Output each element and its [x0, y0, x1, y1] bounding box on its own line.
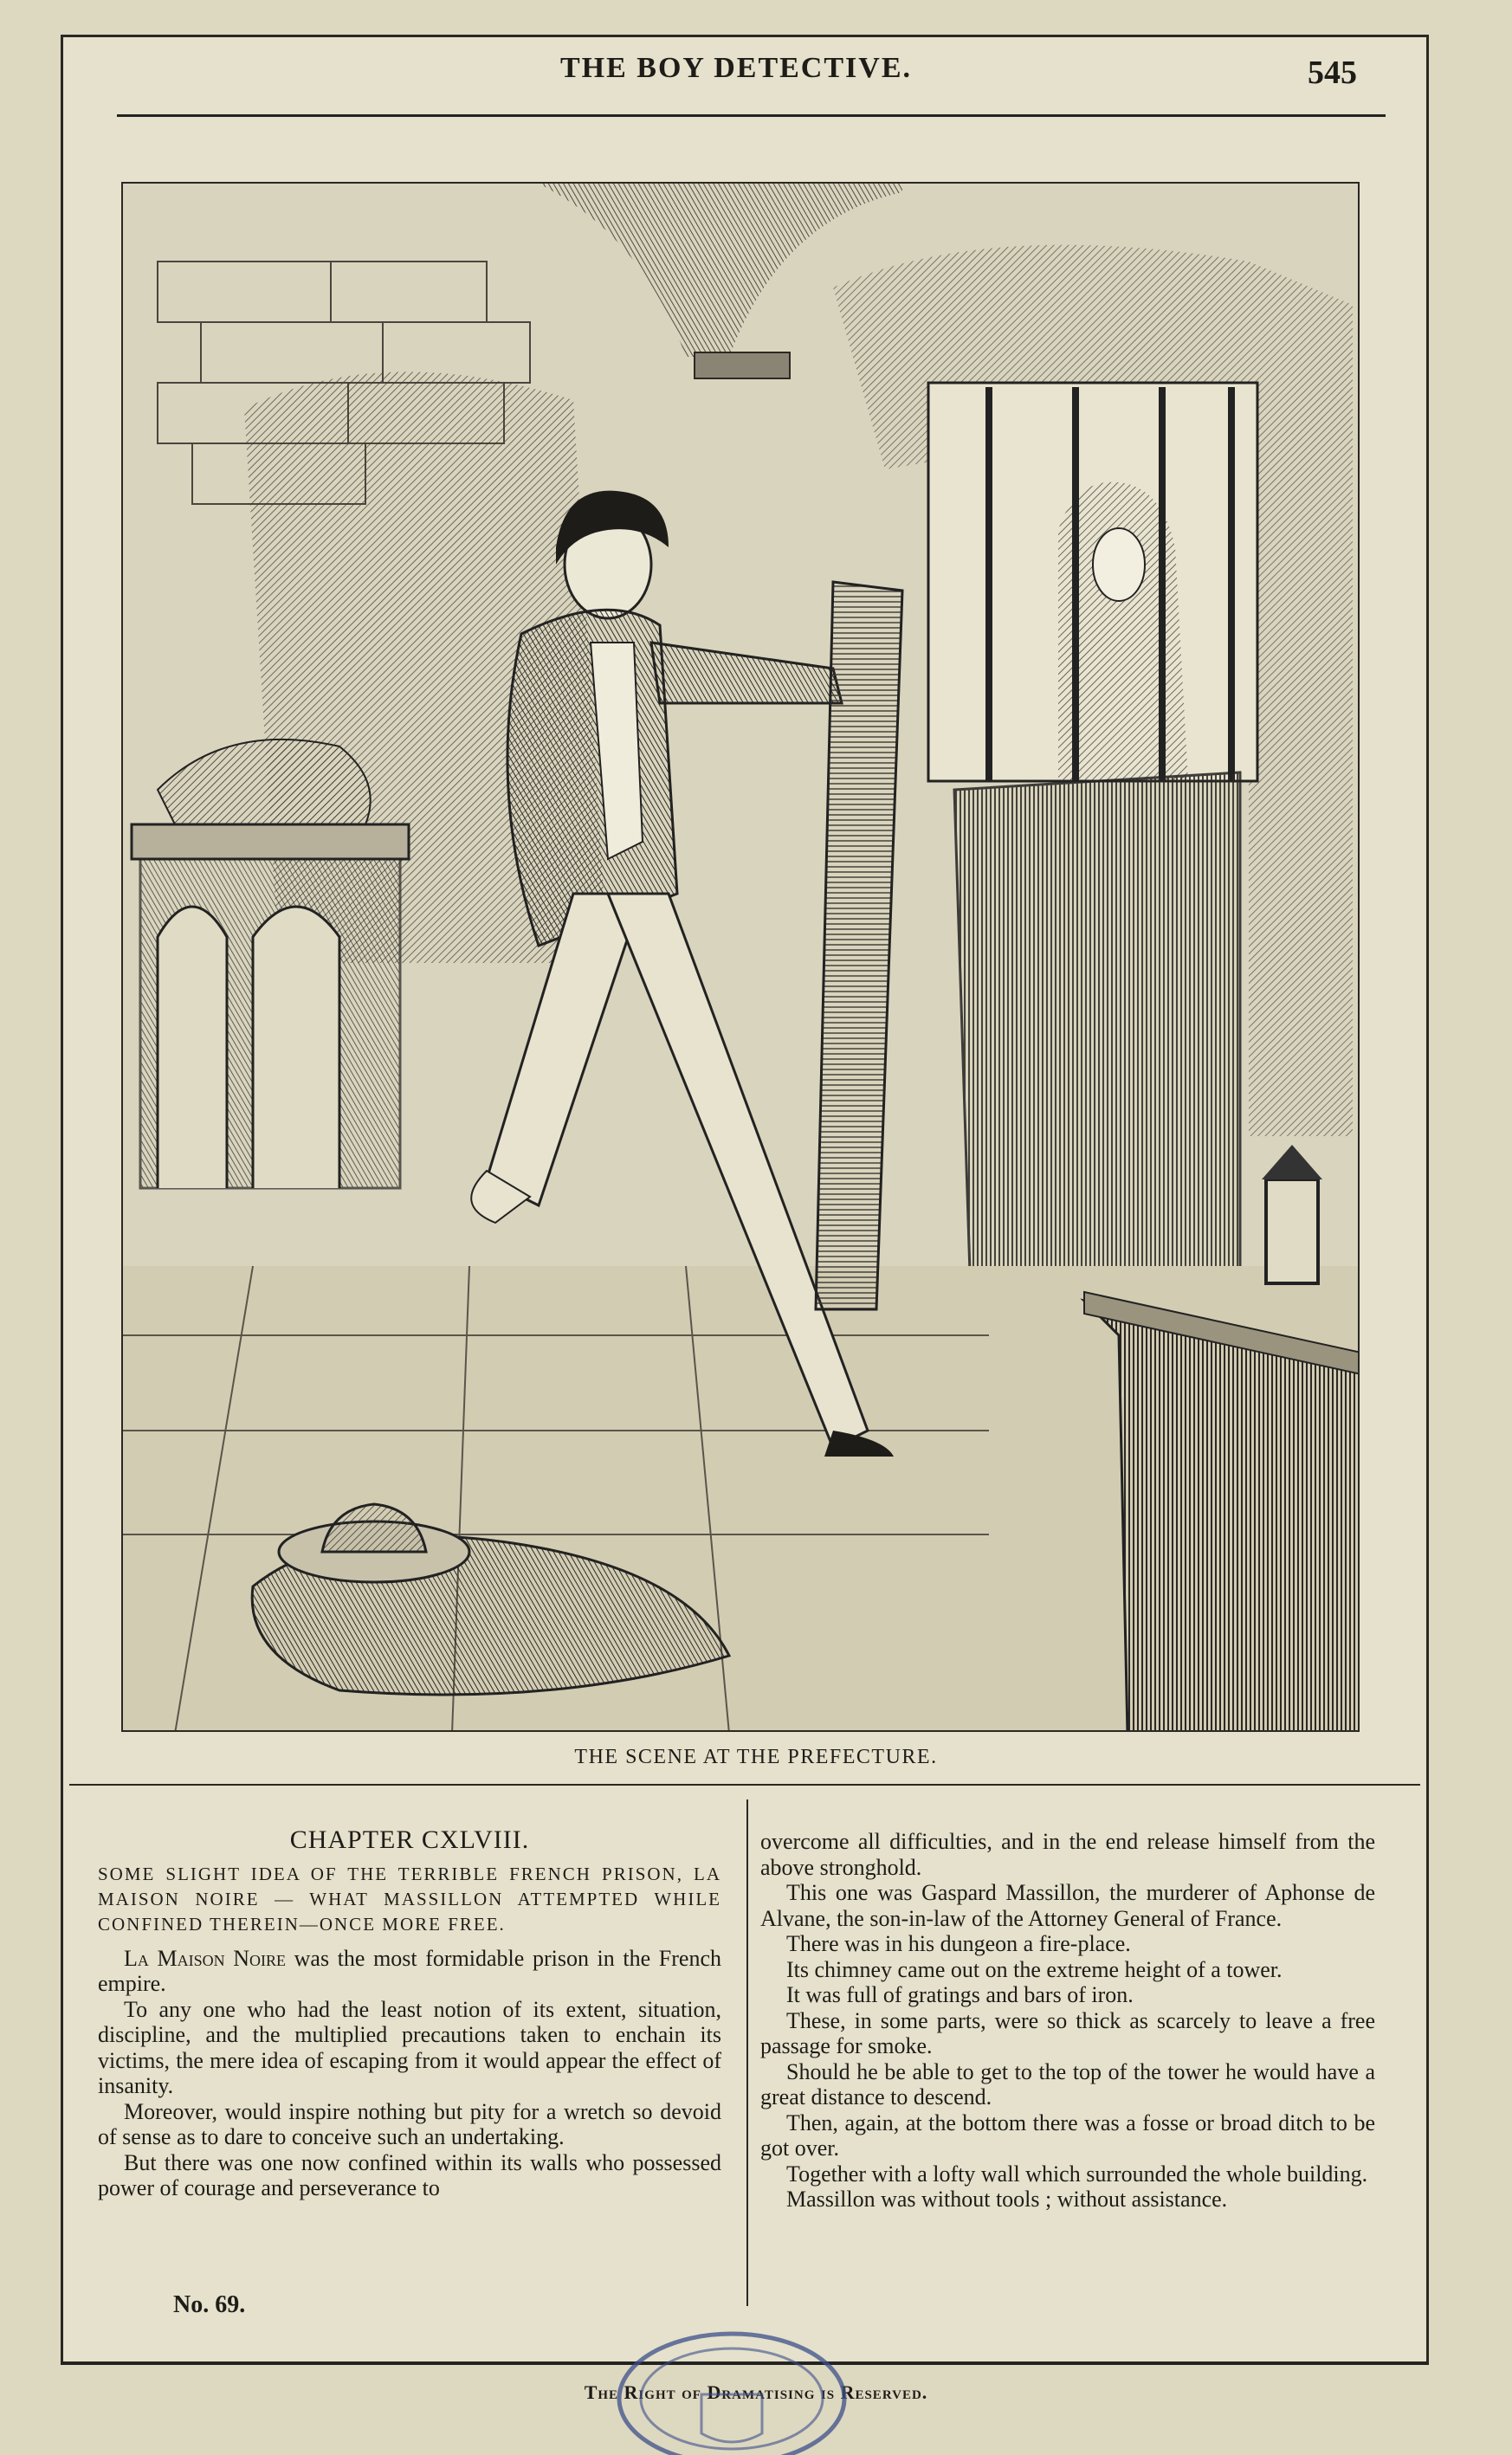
paragraph: These, in some parts, were so thick as scarcely to leave a free passage for smoke.	[760, 2007, 1375, 2058]
issue-number: No. 69.	[173, 2291, 246, 2318]
paragraph: Then, again, at the bottom there was a fosse or broad ditch to be got over.	[760, 2109, 1375, 2161]
paragraph	[98, 1946, 721, 1997]
paragraph: Should he be able to get to the top of the tower he would have a great distance to descend.	[760, 2058, 1375, 2109]
lead-smallcaps: La Maison Noire	[124, 1945, 287, 1971]
museum-stamp-icon	[606, 2316, 857, 2455]
paragraph: overcome all difficulties, and in the end release himself from the above stronghold.	[760, 1829, 1375, 1880]
page-number: 545	[1308, 55, 1357, 91]
paragraph: This one was Gaspard Massillon, the murderer of Aphonse de Alvane, the son-in-law of the Attorney General of France.	[760, 1880, 1375, 1931]
illustration-caption: THE SCENE AT THE PREFECTURE.	[574, 1746, 938, 1768]
paragraph: Together with a lofty wall which surrounded the whole building.	[786, 2161, 1368, 2187]
paragraph: There was in his dungeon a fire-place.	[786, 1931, 1131, 1956]
engraving-illustration	[121, 182, 1360, 1732]
paragraph-text: was the most formidable prison in the French empire.	[98, 1945, 721, 1996]
running-title: THE BOY DETECTIVE.	[560, 52, 912, 84]
paragraph: Massillon was without tools ; without assistance.	[786, 2187, 1228, 2212]
rights-notice: The Right of Dramatising is Reserved.	[584, 2381, 928, 2403]
paragraph: To any one who had the least notion of its extent, situation, discipline, and the multiplied precautions taken to enchain its victims, the mere idea of escaping from it would appear the effect of insanity.	[98, 1996, 721, 2098]
paragraph: But there was one now confined within its walls who possessed power of courage and perseverance to	[98, 2149, 721, 2200]
chapter-heading: CHAPTER CXLVIII.	[289, 1825, 530, 1854]
right-column	[760, 1829, 1375, 2213]
paragraph: Its chimney came out on the extreme height of a tower.	[786, 1956, 1283, 1982]
prison-scene-engraving	[123, 184, 1360, 1732]
paragraph: It was full of gratings and bars of iron.	[786, 1982, 1134, 2007]
caption-rule	[69, 1784, 1420, 1786]
chapter-summary: SOME SLIGHT IDEA OF THE TERRIBLE FRENCH PRISON, LA MAISON NOIRE — WHAT MASSILLON ATTEMPTED WHILE CONFINED THEREIN—ONCE MORE FREE.	[98, 1863, 721, 1935]
header-rule	[117, 114, 1386, 117]
mantel	[132, 740, 409, 1188]
column-divider	[746, 1799, 748, 2306]
paragraph: Moreover, would inspire nothing but pity for a wretch so devoid of sense as to dare to conceive such an undertaking.	[98, 2098, 721, 2149]
left-column	[98, 1827, 721, 2201]
barred-window	[928, 383, 1257, 781]
